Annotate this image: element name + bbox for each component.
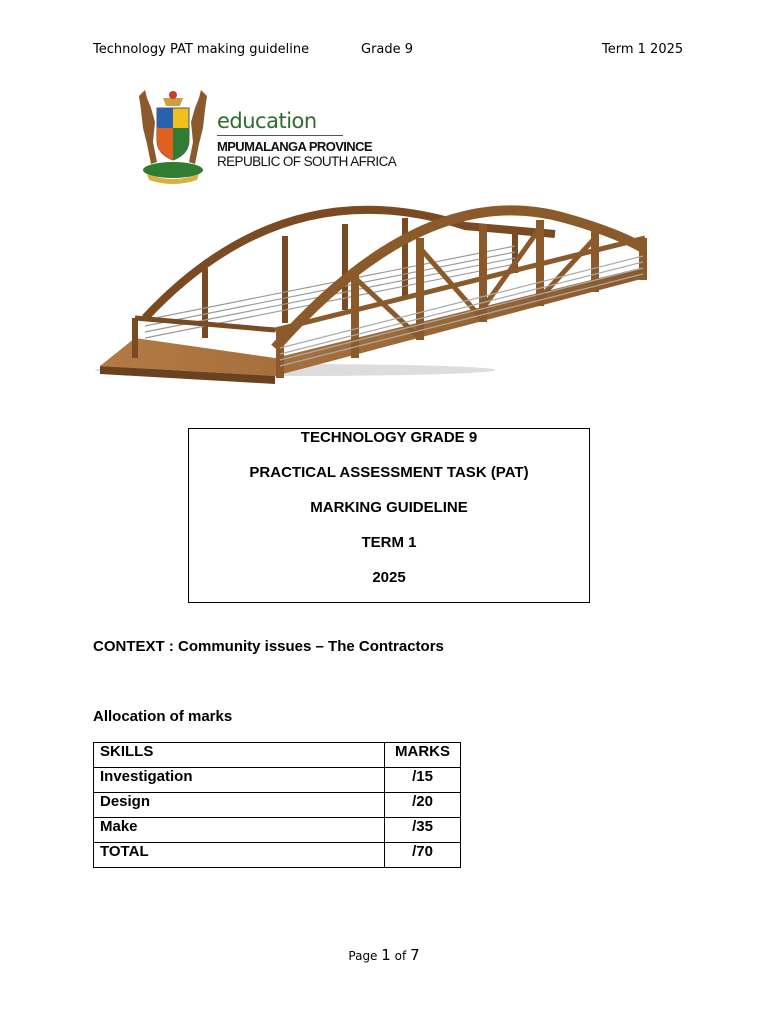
wooden-bridge-image xyxy=(95,198,655,398)
header-center-text: Grade 9 xyxy=(361,42,414,57)
title-line-subject: TECHNOLOGY GRADE 9 xyxy=(300,429,478,446)
table-row xyxy=(94,818,461,843)
logo-divider xyxy=(217,135,343,136)
marks-table xyxy=(93,742,461,868)
table-row xyxy=(94,768,461,793)
mark-cell: /70 xyxy=(385,843,461,868)
skill-cell: Design xyxy=(94,793,385,818)
table-row xyxy=(94,793,461,818)
logo-country: REPUBLIC OF SOUTH AFRICA xyxy=(217,154,397,169)
footer-of-label: of xyxy=(394,949,407,963)
context-heading: CONTEXT : Community issues – The Contractors xyxy=(93,638,444,655)
title-line-year: 2025 xyxy=(372,569,406,586)
table-header-row xyxy=(94,743,461,768)
footer-total-pages: 7 xyxy=(410,946,420,964)
title-line-term: TERM 1 xyxy=(361,534,417,551)
header-skills: SKILLS xyxy=(94,743,385,768)
logo-wordmark xyxy=(217,109,396,169)
logo-province: MPUMALANGA PROVINCE xyxy=(217,139,372,154)
mark-cell: /15 xyxy=(385,768,461,793)
skill-cell: TOTAL xyxy=(94,843,385,868)
title-box xyxy=(188,428,590,603)
title-line-task: PRACTICAL ASSESSMENT TASK (PAT) xyxy=(249,464,529,481)
page-footer xyxy=(0,946,768,964)
header-left-text: Technology PAT making guideline xyxy=(93,42,310,57)
mark-cell: /35 xyxy=(385,818,461,843)
skill-cell: Investigation xyxy=(94,768,385,793)
table-row xyxy=(94,843,461,868)
logo-education-word: education xyxy=(217,109,317,133)
header-right-text: Term 1 2025 xyxy=(602,42,684,57)
header-marks: MARKS xyxy=(385,743,461,768)
allocation-heading: Allocation of marks xyxy=(93,708,233,725)
mark-cell: /20 xyxy=(385,793,461,818)
footer-page-number: 1 xyxy=(381,946,391,964)
footer-page-label: Page xyxy=(348,949,378,963)
title-line-guideline: MARKING GUIDELINE xyxy=(310,499,468,516)
skill-cell: Make xyxy=(94,818,385,843)
